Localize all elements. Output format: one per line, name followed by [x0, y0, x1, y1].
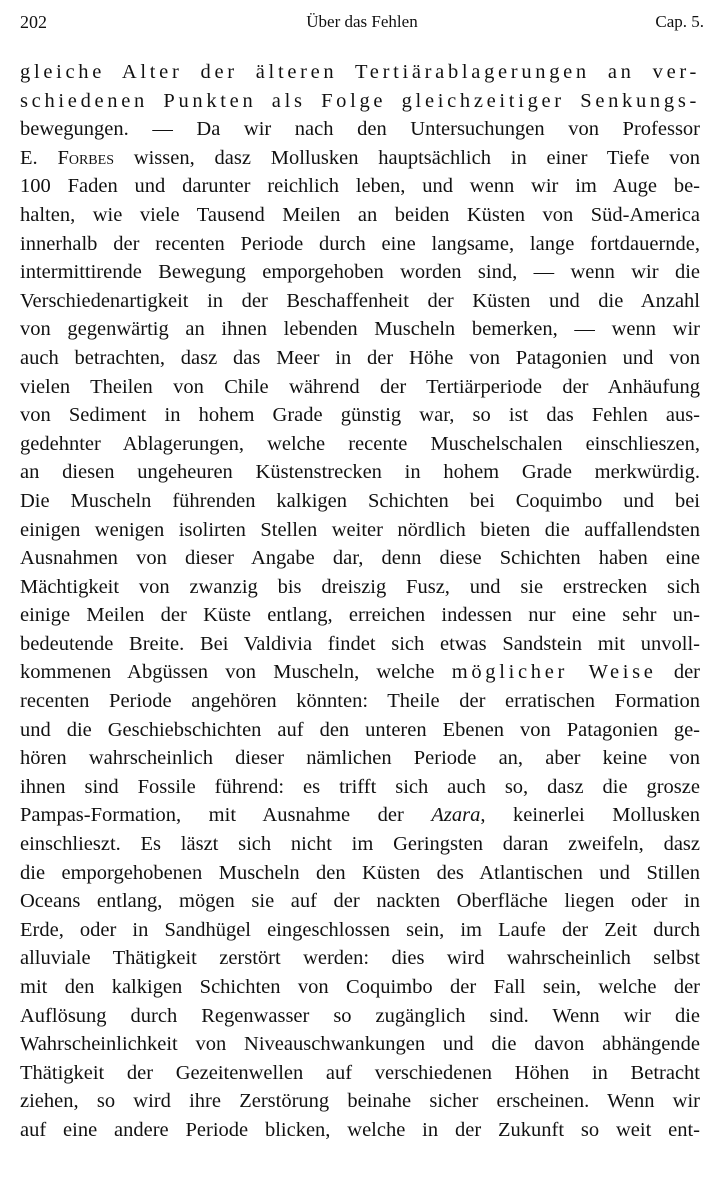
text-line [20, 287, 700, 316]
emphasized-phrase: möglicher Weise [451, 661, 657, 684]
text-segment: und die Geschiebschichten auf den unteren Ebenen von Patagonien ge- [20, 718, 700, 741]
text-segment: auf eine andere Periode blicken, welche in der Zukunft so weit ent- [20, 1118, 700, 1141]
text-segment: innerhalb der recenten Periode durch eine langsame, lange fortdauernde, [20, 232, 700, 255]
text-segment: gedehnter Ablagerungen, welche recente Muschelschalen einschlieszen, [20, 432, 700, 455]
text-segment: Mächtigkeit von zwanzig bis dreiszig Fusz, und sie erstrecken sich [20, 575, 700, 598]
text-line [20, 944, 700, 973]
text-segment: recenten Periode angehören könnten: Theile der erratischen Formation [20, 690, 700, 713]
text-segment: hören wahrscheinlich dieser nämlichen Periode an, aber keine von [20, 747, 700, 770]
genus-name: Azara [431, 804, 481, 827]
text-line [20, 573, 700, 602]
text-segment: wissen, dasz Mollusken hauptsächlich in einer Tiefe von [113, 146, 700, 169]
text-line [20, 658, 700, 687]
author-name: Forbes [57, 146, 114, 169]
text-segment: kommenen Abgüssen von Muscheln, welche [20, 661, 452, 684]
page-header [20, 12, 704, 40]
text-segment: einschlieszt. Es läszt sich nicht im Geringsten daran zweifeln, dasz [20, 833, 700, 856]
text-line [20, 344, 700, 373]
text-segment: mit den kalkigen Schichten von Coquimbo der Fall sein, welche der [20, 976, 700, 998]
text-segment: Ausnahmen von dieser Angabe dar, denn diese Schichten haben eine [20, 547, 700, 570]
text-segment: Verschiedenartigkeit in der Beschaffenheit der Küsten und die Anzahl [20, 289, 700, 312]
text-line [20, 230, 700, 259]
text-line [20, 544, 700, 573]
text-line [20, 401, 700, 430]
text-segment: vielen Theilen von Chile während der Tertiärperiode der Anhäufung [20, 375, 700, 398]
text-line [20, 687, 700, 716]
text-segment: Auflösung durch Regenwasser so zugänglich sind. Wenn wir die [20, 1004, 700, 1027]
text-line [20, 516, 700, 545]
text-segment: gleiche Alter der älteren Tertiärablagerungen an ver- [20, 61, 700, 83]
text-segment: einige Meilen der Küste entlang, erreichen indessen nur eine sehr un- [20, 604, 700, 627]
text-segment: alluviale Thätigkeit zerstört werden: dies wird wahrscheinlich selbst [20, 947, 700, 970]
text-segment: bewegungen. — Da wir nach den Untersuchungen von Professor [20, 118, 700, 141]
body-text [20, 58, 700, 1145]
text-line [20, 744, 700, 773]
text-line [20, 973, 700, 1002]
text-segment: auch betrachten, dasz das Meer in der Höhe von Patagonien und von [20, 346, 700, 369]
text-line [20, 487, 700, 516]
text-segment: an diesen ungeheuren Küstenstrecken in hohem Grade merkwürdig. [20, 461, 700, 484]
text-line [20, 172, 700, 201]
running-title: Über das Fehlen [306, 12, 418, 31]
chapter-label: Cap. 5. [655, 12, 704, 31]
text-segment: einigen wenigen isolirten Stellen weiter nördlich bieten die auffallendsten [20, 518, 700, 541]
text-segment: die emporgehobenen Muscheln den Küsten des Atlantischen und Stillen [20, 861, 700, 884]
text-line [20, 830, 700, 859]
text-line [20, 201, 700, 230]
text-line [20, 630, 700, 659]
text-line [20, 716, 700, 745]
text-line [20, 144, 700, 173]
text-segment: E. [20, 146, 58, 169]
text-segment: der [656, 661, 700, 684]
text-line [20, 773, 700, 802]
text-line [20, 1002, 700, 1031]
text-segment: schiedenen Punkten als Folge gleichzeitiger Senkungs- [20, 89, 700, 112]
text-line [20, 58, 700, 87]
page-number: 202 [20, 12, 47, 32]
text-segment: von gegenwärtig an ihnen lebenden Muscheln bemerken, — wenn wir [20, 318, 700, 341]
text-line [20, 887, 700, 916]
text-line [20, 601, 700, 630]
text-line [20, 1116, 700, 1145]
text-segment: Die Muscheln führenden kalkigen Schichten bei Coquimbo und bei [20, 489, 700, 512]
text-segment: Oceans entlang, mögen sie auf der nackten Oberfläche liegen oder in [20, 890, 700, 913]
text-segment: bedeutende Breite. Bei Valdivia findet sich etwas Sandstein mit unvoll- [20, 632, 700, 655]
text-segment: Pampas-Formation, mit Ausnahme der [20, 804, 432, 827]
text-line [20, 1059, 700, 1088]
text-line [20, 859, 700, 888]
text-segment: halten, wie viele Tausend Meilen an beiden Küsten von Süd-America [20, 203, 700, 226]
text-segment: Wahrscheinlichkeit von Niveauschwankungen und die davon abhängende [20, 1033, 700, 1056]
text-segment: Thätigkeit der Gezeitenwellen auf verschiedenen Höhen in Betracht [20, 1061, 700, 1084]
text-line [20, 1087, 700, 1116]
text-line [20, 258, 700, 287]
text-segment: Erde, oder in Sandhügel eingeschlossen sein, im Laufe der Zeit durch [20, 918, 700, 941]
text-segment: ihnen sind Fossile führend: es trifft sich auch so, dasz die grosze [20, 775, 700, 798]
text-line [20, 458, 700, 487]
text-segment: ziehen, so wird ihre Zerstörung beinahe sicher erscheinen. Wenn wir [20, 1090, 700, 1113]
text-segment: von Sediment in hohem Grade günstig war, so ist das Fehlen aus- [20, 404, 700, 427]
text-line [20, 87, 700, 116]
text-line [20, 115, 700, 144]
text-segment: , keinerlei Mollusken [480, 804, 700, 827]
text-line [20, 1030, 700, 1059]
text-line [20, 315, 700, 344]
text-segment: 100 Faden und darunter reichlich leben, und wenn wir im Auge be- [20, 175, 700, 198]
text-segment: intermittirende Bewegung emporgehoben worden sind, — wenn wir die [20, 261, 700, 284]
text-line [20, 916, 700, 945]
text-line [20, 430, 700, 459]
text-line [20, 373, 700, 402]
text-line [20, 801, 700, 830]
